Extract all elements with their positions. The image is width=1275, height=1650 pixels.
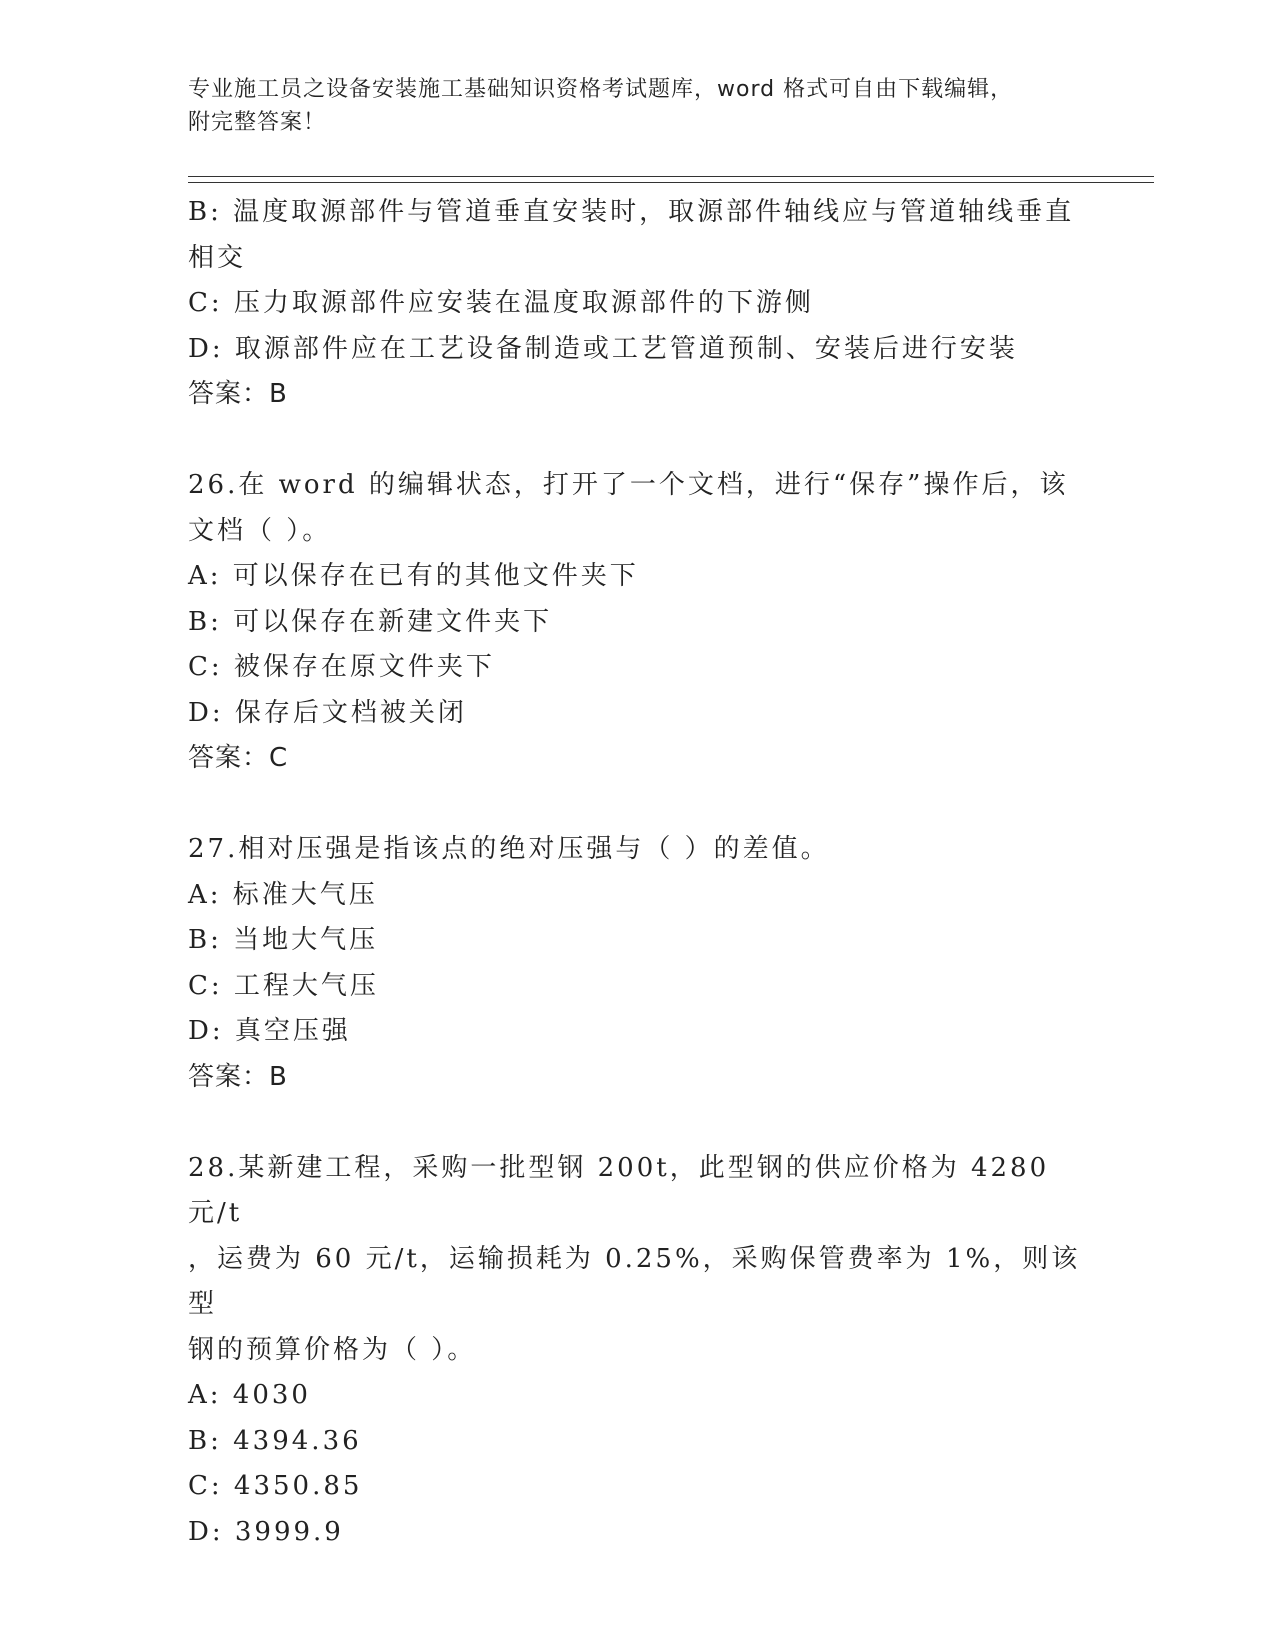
- option-c: C: 被保存在原文件夹下: [188, 652, 495, 682]
- question-28: [188, 1146, 1088, 1556]
- answer: 答案：B: [188, 379, 288, 409]
- spacer: [188, 418, 1088, 464]
- question-stem: 27.相对压强是指该点的绝对压强与（ ）的差值。: [188, 834, 830, 864]
- document-header: [188, 73, 1088, 139]
- option-d: D: 3999.9: [188, 1516, 344, 1547]
- document-body: [188, 190, 1088, 1555]
- question-stem-line-2: 文档（ ）。: [188, 515, 332, 546]
- option-b: B: 4394.36: [188, 1425, 362, 1456]
- option-a: A: 可以保存在已有的其他文件夹下: [188, 561, 639, 591]
- question-stem-line-1: 28.某新建工程，采购一批型钢 200t，此型钢的供应价格为 4280 元/t: [188, 1152, 1061, 1228]
- option-a: A: 标准大气压: [188, 879, 378, 910]
- header-line-2: 附完整答案！: [188, 110, 327, 135]
- spacer: [188, 782, 1088, 828]
- question-26: [188, 463, 1088, 782]
- option-d: D: 真空压强: [188, 1016, 351, 1046]
- option-b-line-1: B: 温度取源部件与管道垂直安装时，取源部件轴线应与管道轴线垂直: [188, 197, 1075, 227]
- question-25: [188, 190, 1088, 418]
- answer: 答案：B: [188, 1061, 288, 1092]
- question-stem-line-3: 钢的预算价格为（ ）。: [188, 1334, 477, 1365]
- question-27: [188, 827, 1088, 1100]
- option-c: C: 4350.85: [188, 1471, 363, 1501]
- header-line-1: 专业施工员之设备安装施工基础知识资格考试题库，word 格式可自由下载编辑，: [188, 77, 1014, 102]
- option-b: B: 可以保存在新建文件夹下: [188, 606, 553, 637]
- header-divider-top: [188, 176, 1154, 177]
- header-divider-bottom: [188, 182, 1154, 183]
- spacer: [188, 1100, 1088, 1146]
- option-d: D: 保存后文档被关闭: [188, 697, 467, 728]
- question-stem-line-2: ，运费为 60 元/t，运输损耗为 0.25%，采购保管费率为 1%，则该型: [188, 1243, 1081, 1319]
- question-stem-line-1: 26.在 word 的编辑状态，打开了一个文档，进行“保存”操作后，该: [188, 470, 1069, 500]
- option-d: D: 取源部件应在工艺设备制造或工艺管道预制、安装后进行安装: [188, 333, 1018, 364]
- option-b-line-2: 相交: [188, 242, 247, 273]
- option-c: C: 工程大气压: [188, 970, 379, 1001]
- answer: 答案：C: [188, 743, 289, 773]
- option-c: C: 压力取源部件应安装在温度取源部件的下游侧: [188, 288, 814, 318]
- option-b: B: 当地大气压: [188, 925, 379, 955]
- option-a: A: 4030: [188, 1380, 311, 1410]
